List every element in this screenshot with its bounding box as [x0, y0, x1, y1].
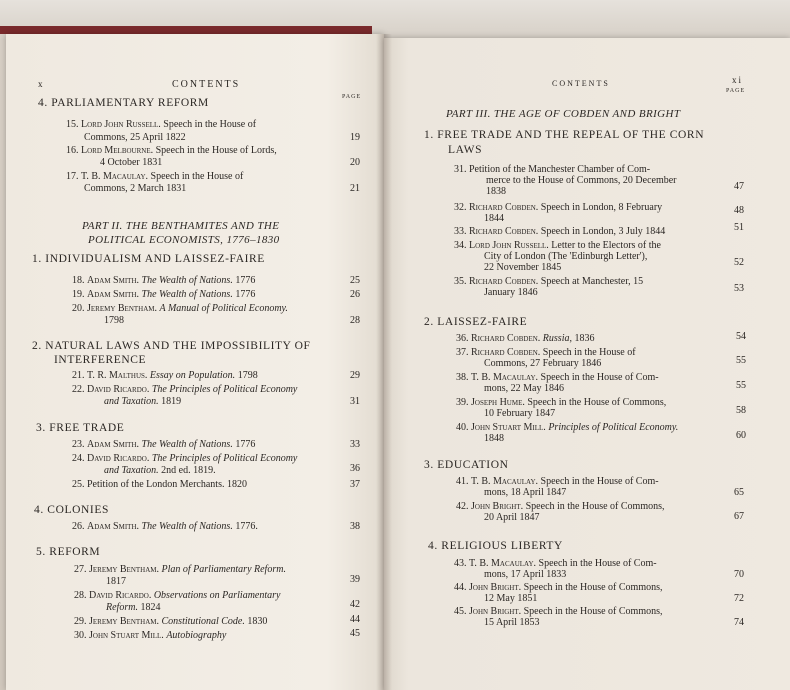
toc-entry-cont: mons, 17 April 1833	[484, 569, 567, 580]
toc-entry: 22. David Ricardo. The Principles of Political Economy	[72, 384, 298, 395]
section-title: 1. INDIVIDUALISM AND LAISSEZ-FAIRE	[32, 253, 265, 265]
toc-page-number: 72	[734, 593, 744, 604]
toc-entry-cont: 15 April 1853	[484, 617, 540, 628]
toc-entry: 15. Lord John Russell. Speech in the House of	[66, 119, 257, 130]
toc-entry: 30. John Stuart Mill. Autobiography	[74, 630, 227, 641]
toc-entry: 24. David Ricardo. The Principles of Political Economy	[72, 453, 298, 464]
left-page-column-label: PAGE	[342, 94, 362, 100]
toc-entry-cont: Reform. 1824	[106, 602, 161, 613]
toc-entry: 26. Adam Smith. The Wealth of Nations. 1776.	[72, 521, 258, 532]
part-heading: PART II. THE BENTHAMITES AND THE	[82, 220, 280, 232]
toc-entry: 20. Jeremy Bentham. A Manual of Political Economy.	[72, 303, 288, 314]
toc-page-number: 19	[350, 132, 360, 143]
part-heading: POLITICAL ECONOMISTS, 1776–1830	[88, 234, 280, 246]
toc-page-number: 26	[350, 289, 360, 300]
toc-entry-cont: merce to the House of Commons, 20 December	[486, 175, 677, 186]
toc-page-number: 65	[734, 487, 744, 498]
toc-entry: 23. Adam Smith. The Wealth of Nations. 1776	[72, 439, 256, 450]
toc-entry: 18. Adam Smith. The Wealth of Nations. 1776	[72, 275, 256, 286]
toc-entry-cont: 12 May 1851	[484, 593, 538, 604]
section-title: 1. FREE TRADE AND THE REPEAL OF THE CORN	[424, 129, 705, 141]
toc-entry: 44. John Bright. Speech in the House of Commons,	[454, 582, 663, 593]
toc-page-number: 55	[736, 380, 746, 391]
toc-page-number: 29	[350, 370, 360, 381]
toc-page-number: 58	[736, 405, 746, 416]
toc-entry: 34. Lord John Russell. Letter to the Electors of the	[454, 240, 661, 251]
toc-entry-cont: City of London (The 'Edinburgh Letter'),	[484, 251, 648, 262]
toc-entry-cont: 1838	[486, 186, 506, 197]
toc-page-number: 36	[350, 463, 360, 474]
toc-entry-cont: 1844	[484, 213, 504, 224]
toc-page-number: 38	[350, 521, 360, 532]
section-title: 2. LAISSEZ-FAIRE	[424, 316, 528, 328]
toc-page-number: 54	[736, 331, 746, 342]
toc-page-number: 44	[350, 614, 360, 625]
part-heading: PART III. THE AGE OF COBDEN AND BRIGHT	[446, 108, 681, 120]
right-page-number: xi	[732, 75, 744, 85]
toc-page-number: 31	[350, 396, 360, 407]
book-cover-edge	[0, 26, 372, 34]
section-title: 3. EDUCATION	[424, 459, 509, 471]
toc-entry: 43. T. B. Macaulay. Speech in the House of Com-	[454, 558, 657, 569]
toc-entry: 29. Jeremy Bentham. Constitutional Code. 1830	[74, 616, 268, 627]
section-title: 2. NATURAL LAWS AND THE IMPOSSIBILITY OF	[32, 340, 311, 352]
toc-entry-cont: 10 February 1847	[484, 408, 556, 419]
book-spine	[376, 34, 392, 690]
toc-page-number: 51	[734, 222, 744, 233]
toc-entry: 41. T. B. Macaulay. Speech in the House of Com-	[456, 476, 659, 487]
toc-entry: 25. Petition of the London Merchants. 1820	[72, 479, 247, 490]
toc-entry-cont: 1848	[484, 433, 504, 444]
toc-entry-cont: and Taxation. 2nd ed. 1819.	[104, 465, 216, 476]
section-title: 3. FREE TRADE	[36, 422, 125, 434]
section-title: 5. REFORM	[36, 546, 101, 558]
section-title-cont: INTERFERENCE	[54, 354, 147, 366]
toc-page-number: 52	[734, 257, 744, 268]
toc-entry: 33. Richard Cobden. Speech in London, 3 July 1844	[454, 226, 666, 237]
toc-page-number: 70	[734, 569, 744, 580]
toc-entry: 42. John Bright. Speech in the House of Commons,	[456, 501, 665, 512]
toc-entry-cont: mons, 22 May 1846	[484, 383, 564, 394]
toc-page-number: 53	[734, 283, 744, 294]
right-page-header: CONTENTS	[552, 79, 610, 88]
toc-entry-cont: and Taxation. 1819	[104, 396, 182, 407]
toc-entry: 27. Jeremy Bentham. Plan of Parliamentary Reform.	[74, 564, 286, 575]
toc-page-number: 60	[736, 430, 746, 441]
toc-entry: 36. Richard Cobden. Russia, 1836	[456, 333, 595, 344]
toc-entry-cont: 22 November 1845	[484, 262, 562, 273]
toc-page-number: 74	[734, 617, 744, 628]
toc-page-number: 39	[350, 574, 360, 585]
toc-entry-cont: mons, 18 April 1847	[484, 487, 567, 498]
toc-entry: 16. Lord Melbourne. Speech in the House of Lords,	[66, 145, 277, 156]
toc-entry: 45. John Bright. Speech in the House of Commons,	[454, 606, 663, 617]
section-title-cont: LAWS	[448, 144, 483, 156]
toc-page-number: 48	[734, 205, 744, 216]
toc-entry: 21. T. R. Malthus. Essay on Population. 1798	[72, 370, 258, 381]
toc-entry: 39. Joseph Hume. Speech in the House of Commons,	[456, 397, 667, 408]
right-page-column-label: PAGE	[726, 88, 746, 94]
toc-page-number: 28	[350, 315, 360, 326]
toc-page-number: 37	[350, 479, 360, 490]
toc-entry: 17. T. B. Macaulay. Speech in the House of	[66, 171, 244, 182]
toc-page-number: 67	[734, 511, 744, 522]
toc-page-number: 55	[736, 355, 746, 366]
toc-entry: 31. Petition of the Manchester Chamber of Com-	[454, 164, 651, 175]
toc-entry: 37. Richard Cobden. Speech in the House of	[456, 347, 636, 358]
toc-entry-cont: 20 April 1847	[484, 512, 540, 523]
toc-page-number: 45	[350, 628, 360, 639]
toc-entry: 40. John Stuart Mill. Principles of Political Economy.	[456, 422, 679, 433]
toc-entry: 28. David Ricardo. Observations on Parliamentary	[74, 590, 281, 601]
toc-entry-cont: Commons, 27 February 1846	[484, 358, 602, 369]
toc-entry: 38. T. B. Macaulay. Speech in the House of Com-	[456, 372, 659, 383]
left-page-header: CONTENTS	[172, 79, 241, 90]
toc-entry-cont: 4 October 1831	[100, 157, 163, 168]
toc-entry-cont: Commons, 25 April 1822	[84, 132, 186, 143]
toc-entry: 32. Richard Cobden. Speech in London, 8 February	[454, 202, 663, 213]
toc-page-number: 25	[350, 275, 360, 286]
toc-entry-cont: Commons, 2 March 1831	[84, 183, 187, 194]
section-title: 4. PARLIAMENTARY REFORM	[38, 97, 209, 109]
section-title: 4. COLONIES	[34, 504, 109, 516]
toc-page-number: 20	[350, 157, 360, 168]
toc-entry-cont: 1798	[104, 315, 124, 326]
toc-entry: 19. Adam Smith. The Wealth of Nations. 1776	[72, 289, 256, 300]
toc-entry-cont: January 1846	[484, 287, 538, 298]
section-title: 4. RELIGIOUS LIBERTY	[428, 540, 563, 552]
toc-page-number: 33	[350, 439, 360, 450]
toc-page-number: 21	[350, 183, 360, 194]
toc-entry-cont: 1817	[106, 576, 126, 587]
toc-page-number: 42	[350, 599, 360, 610]
toc-entry: 35. Richard Cobden. Speech at Manchester, 15	[454, 276, 644, 287]
toc-page-number: 47	[734, 181, 744, 192]
left-page-number: x	[38, 79, 45, 89]
